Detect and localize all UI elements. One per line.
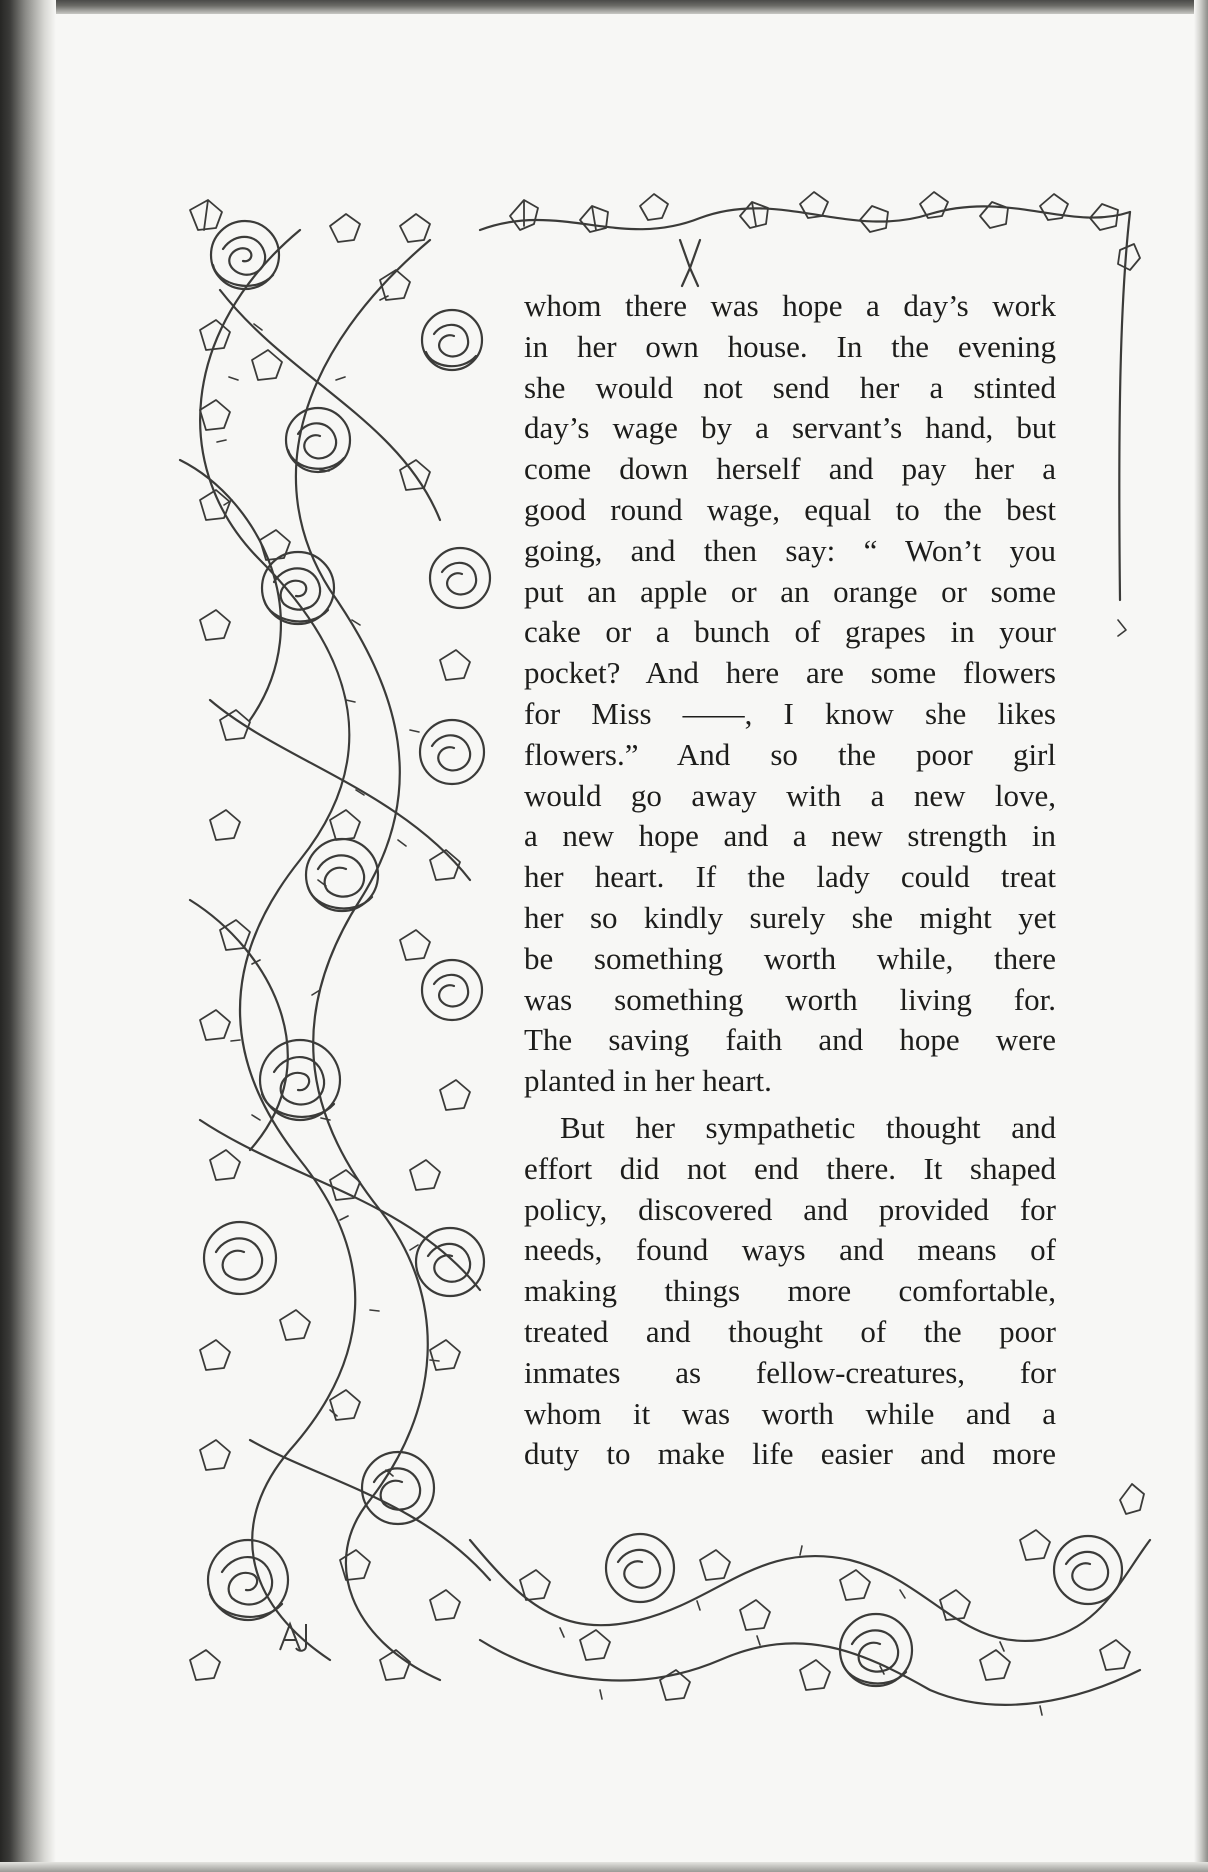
text-line: going, and then say: “ Won’t you	[524, 532, 1056, 568]
text-line: needs, found ways and means of	[524, 1232, 1056, 1268]
illustrator-monogram-icon	[276, 1620, 320, 1656]
text-line: pocket? And here are some flowers	[524, 655, 1056, 691]
text-line: would go away with a new love,	[524, 777, 1056, 813]
text-line: put an apple or an orange or some	[524, 573, 1056, 609]
text-line: in her own house. In the evening	[524, 328, 1056, 364]
text-line: treated and thought of the poor	[524, 1313, 1056, 1349]
text-line: cake or a bunch of grapes in your	[524, 614, 1056, 650]
text-line: be something worth while, there	[524, 940, 1056, 976]
text-line: effort did not end there. It shaped	[524, 1150, 1056, 1186]
text-line: day’s wage by a servant’s hand, but	[524, 410, 1056, 446]
text-line: whom there was hope a day’s work	[524, 288, 1056, 323]
page-text	[524, 286, 1056, 1475]
text-line: was something worth living for.	[524, 981, 1056, 1017]
text-line: whom it was worth while and a	[524, 1395, 1056, 1431]
text-line: good round wage, equal to the best	[524, 491, 1056, 527]
text-line: come down herself and pay her a	[524, 451, 1056, 487]
text-line: policy, discovered and provided for	[524, 1191, 1056, 1227]
text-line: planted in her heart.	[524, 1063, 772, 1099]
paragraph-1	[524, 286, 1056, 1102]
paragraph-2	[524, 1108, 1056, 1475]
text-line: her so kindly surely she might yet	[524, 899, 1056, 935]
text-line: The saving faith and hope were	[524, 1022, 1056, 1058]
text-line: for Miss ——, I know she likes	[524, 695, 1056, 731]
text-line: flowers.” And so the poor girl	[524, 736, 1056, 772]
text-line: her heart. If the lady could treat	[524, 859, 1056, 895]
text-line: But her sympathetic thought and	[560, 1109, 1056, 1145]
text-line: inmates as fellow-creatures, for	[524, 1354, 1056, 1390]
text-line: a new hope and a new strength in	[524, 818, 1056, 854]
text-line: she would not send her a stinted	[524, 369, 1056, 405]
text-line: duty to make life easier and more	[524, 1436, 1056, 1472]
text-line: making things more comfortable,	[524, 1273, 1056, 1309]
